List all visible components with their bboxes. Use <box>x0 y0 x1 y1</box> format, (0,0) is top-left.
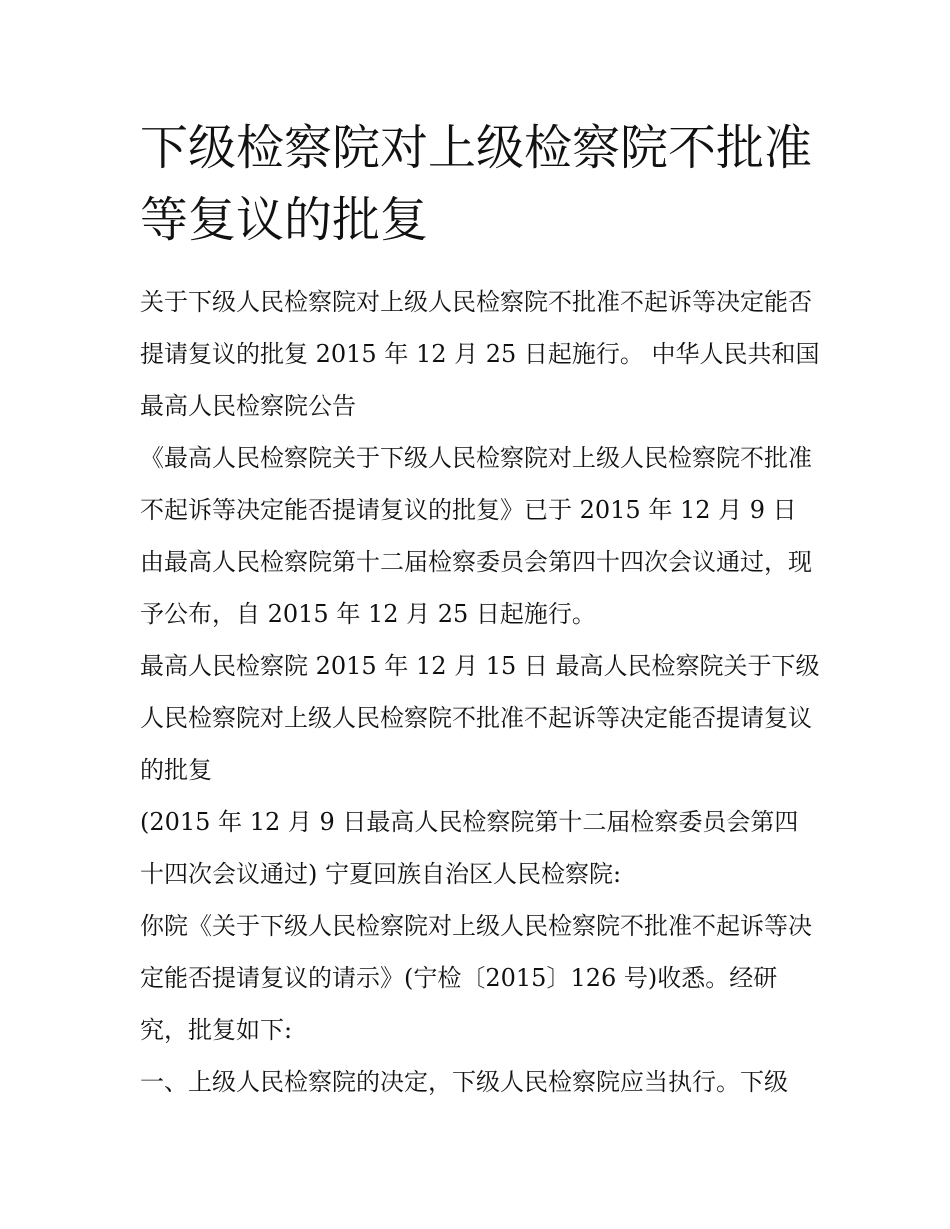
paragraph-announcement: 关于下级人民检察院对上级人民检察院不批准不起诉等决定能否提请复议的批复 2015 年 12 月 25 日起施行。 中华人民共和国最高人民检察院公告 <box>140 288 820 420</box>
document-body <box>140 276 820 1108</box>
paragraph-date-and-heading: 最高人民检察院 2015 年 12 月 15 日 最高人民检察院关于下级人民检察院对上级人民检察院不批准不起诉等决定能否提请复议的批复 <box>140 652 820 784</box>
paragraph-publication: 《最高人民检察院关于下级人民检察院对上级人民检察院不批准不起诉等决定能否提请复议的批复》已于 2015 年 12 月 9 日由最高人民检察院第十二届检察委员会第四十四次会议通过，现予公布，自 2015 年 12 月 25 日起施行。 <box>140 444 812 628</box>
document-title: 下级检察院对上级检察院不批准等复议的批复 <box>140 120 813 248</box>
paragraph-item-one: 一、上级人民检察院的决定，下级人民检察院应当执行。下级 <box>140 1068 788 1096</box>
paragraph-reply-intro: 你院《关于下级人民检察院对上级人民检察院不批准不起诉等决定能否提请复议的请示》(宁检〔2015〕126 号)收悉。经研究，批复如下: <box>140 912 812 1044</box>
paragraph-adoption-note: (2015 年 12 月 9 日最高人民检察院第十二届检察委员会第四十四次会议通过) 宁夏回族自治区人民检察院: <box>140 808 799 888</box>
